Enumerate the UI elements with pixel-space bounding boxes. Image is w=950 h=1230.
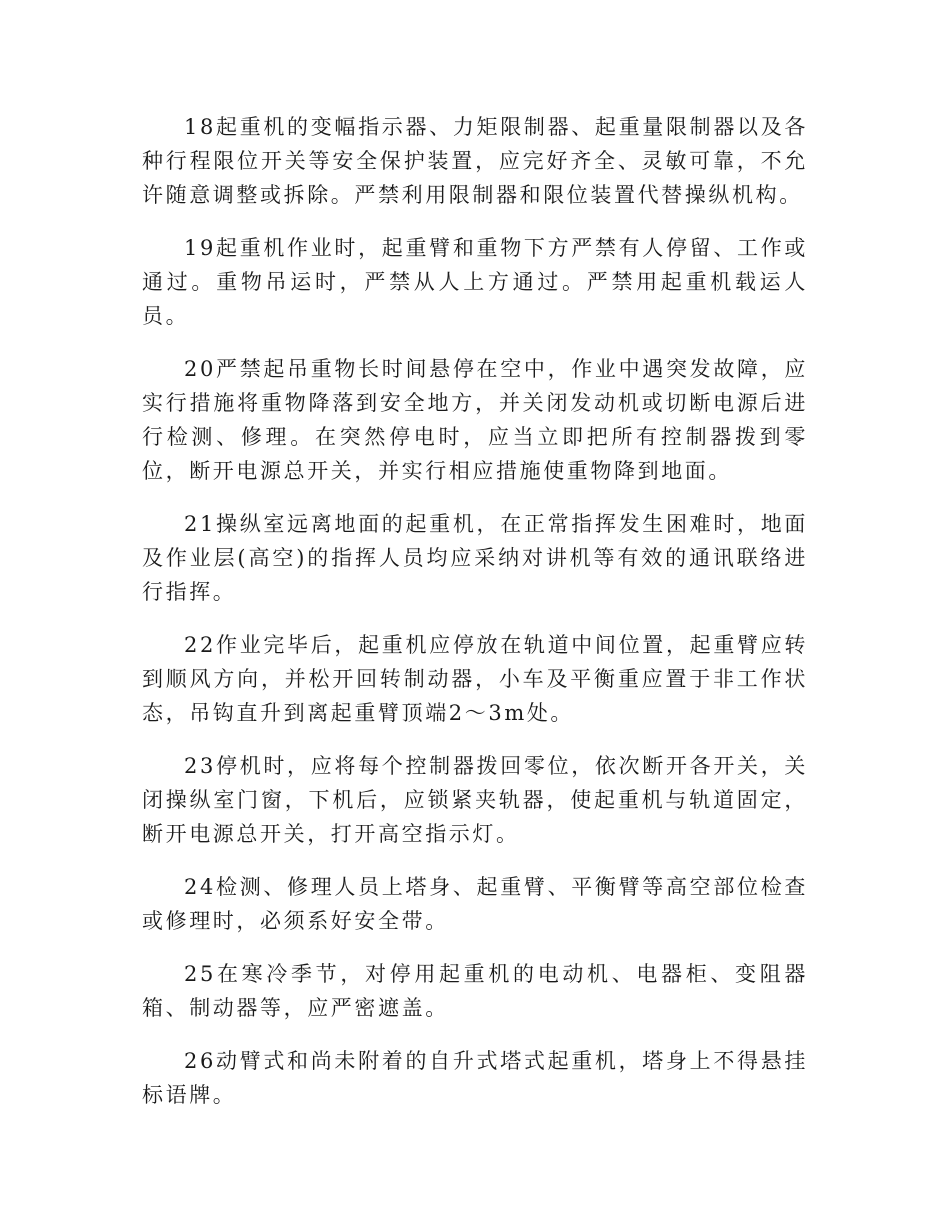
- paragraph-22: 22作业完毕后，起重机应停放在轨道中间位置，起重臂应转到顺风方向，并松开回转制动器，小车及平衡重应置于非工作状态，吊钩直升到离起重臂顶端2～3m处。: [142, 633, 808, 725]
- paragraph-25: 25在寒冷季节，对停用起重机的电动机、电器柜、变阻器箱、制动器等，应严密遮盖。: [142, 962, 808, 1020]
- document-body: [142, 110, 808, 1131]
- paragraph-24: 24检测、修理人员上塔身、起重臂、平衡臂等高空部位检查或修理时，必须系好安全带。: [142, 875, 808, 933]
- paragraph-23: 23停机时，应将每个控制器拨回零位，依次断开各开关，关闭操纵室门窗，下机后，应锁紧夹轨器，使起重机与轨道固定，断开电源总开关，打开高空指示灯。: [142, 754, 808, 846]
- paragraph-18: 18起重机的变幅指示器、力矩限制器、起重量限制器以及各种行程限位开关等安全保护装置，应完好齐全、灵敏可靠，不允许随意调整或拆除。严禁利用限制器和限位装置代替操纵机构。: [142, 115, 808, 207]
- paragraph-21: 21操纵室远离地面的起重机，在正常指挥发生困难时，地面及作业层(高空)的指挥人员均应采纳对讲机等有效的通讯联络进行指挥。: [142, 512, 808, 604]
- paragraph-26: 26动臂式和尚未附着的自升式塔式起重机，塔身上不得悬挂标语牌。: [142, 1049, 808, 1107]
- paragraph-19: 19起重机作业时，起重臂和重物下方严禁有人停留、工作或通过。重物吊运时，严禁从人上方通过。严禁用起重机载运人员。: [142, 236, 808, 328]
- paragraph-20: 20严禁起吊重物长时间悬停在空中，作业中遇突发故障，应实行措施将重物降落到安全地方，并关闭发动机或切断电源后进行检测、修理。在突然停电时，应当立即把所有控制器拨到零位，断开电源总开关，并实行相应措施使重物降到地面。: [142, 357, 808, 483]
